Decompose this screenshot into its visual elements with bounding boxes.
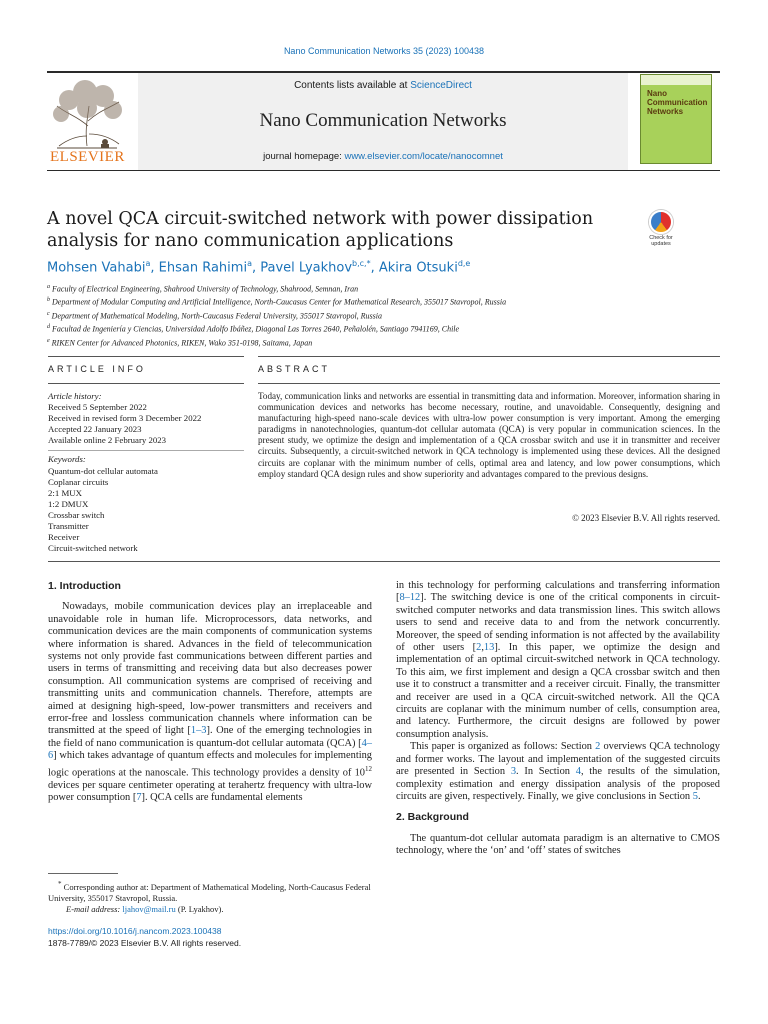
issn-line: 1878-7789/© 2023 Elsevier B.V. All rights reserved. — [48, 938, 242, 948]
journal-cover-image[interactable] — [640, 74, 712, 164]
history-item: Received in revised form 3 December 2022 — [48, 413, 202, 424]
history-item: Received 5 September 2022 — [48, 402, 147, 413]
keywords-label: Keywords: — [48, 454, 86, 465]
header-bottom-rule — [47, 170, 720, 171]
body-right-column — [396, 580, 720, 858]
affiliation-item — [47, 295, 727, 308]
citation-link[interactable]: 13 — [483, 642, 495, 654]
author-sep: , — [251, 260, 261, 276]
affiliations — [47, 282, 727, 349]
footnote-marker: * — [58, 880, 62, 888]
affiliation-text: RIKEN Center for Advanced Photonics, RIKEN, Wako 351-0198, Saitama, Japan — [51, 338, 313, 348]
keyword: Coplanar circuits — [48, 476, 109, 487]
abstract-text: Today, communication links and networks are essential in transmitting data and information. Moreover, information sharing in communication devices and networks has become necessary, routine, and unavoidable. Consequently, designing and manufacturing high-speed nano-scale devices with ultra-low power consumption is very important. Among the emerging paradigms in nanotechnologies, quantum-dot cellular automata (QCA) is very popular in communication sciences. In the present study, we optimize the design and implementation of a QCA crossbar switch and use it in transmitter and receiver circuits. Subsequently, a circuit-switched network in QCA technology is implemented using these devices. All the designed circuits are coplanar with the minimum number of cells, optimal area and latency, and low power consumptions, which employ standard QCA design rules and show superiority and advantages compared to the previous designs. — [258, 391, 720, 479]
keyword: 2:1 MUX — [48, 487, 82, 498]
section-link[interactable]: 4 — [575, 766, 581, 778]
background-paragraph: The quantum-dot cellular automata paradigm is an alternative to CMOS technology, where the ‘on’ and ‘off’ states of switches — [396, 832, 720, 857]
text-run: devices per square centimeter operating at terahertz frequency with ultra-low power consumption [ — [48, 779, 372, 803]
email-link[interactable]: ljahov@mail.ru — [122, 903, 176, 914]
abstract-bottom-rule — [48, 561, 720, 562]
keyword: Crossbar switch — [48, 509, 105, 520]
text-run: . — [697, 790, 701, 802]
section-link[interactable]: 3 — [510, 766, 517, 778]
journal-homepage — [138, 151, 628, 162]
affiliation-key: e — [47, 337, 50, 344]
author-sep: , — [370, 260, 379, 276]
text-run: Nowadays, mobile communication devices play an irreplaceable and unavoidable role in human life. Microprocessors, data networks, and communication devices are the main components of communication systems where information is shared. Advances in the field of telecommunication systems not only provide fast communications between different parties and users in terms of transmitting and receiving data but also decreases power consumption. All communication systems are comprised of receiving and transmitting units and communication channels. Therefore, attempts are aimed at designing high-speed, low-power transmitters and receivers and error-free and lossless communication channels where information can be transmitted at the speed of light [ — [48, 601, 372, 737]
text-run: ]. One of the emerging technologies in the field of nano communication is quantum-dot cellular automata (QCA) [ — [48, 725, 372, 749]
section-heading-background: 2. Background — [396, 811, 469, 824]
cover-title: Nano Communication Networks — [647, 89, 708, 116]
homepage-prefix: journal homepage: — [263, 151, 345, 162]
corresponding-author-footnote — [48, 879, 372, 915]
author-name[interactable]: Ehsan Rahimi — [158, 260, 248, 276]
affiliation-key: b — [47, 297, 50, 304]
journal-citation[interactable]: Nano Communication Networks 35 (2023) 100438 — [283, 46, 485, 56]
history-item: Accepted 22 January 2023 — [48, 424, 142, 435]
homepage-link[interactable]: www.elsevier.com/locate/nanocomnet — [344, 151, 503, 162]
cover-band — [641, 75, 711, 85]
affiliation-key: c — [47, 310, 50, 317]
footnote-rule — [48, 873, 118, 874]
text-run: in this technology for performing calculations and transferring information [ — [396, 580, 720, 604]
keyword: Circuit-switched network — [48, 543, 138, 554]
citation-link[interactable]: 8–12 — [399, 592, 421, 604]
affiliation-item — [47, 322, 727, 335]
check-updates-label: Check for updates — [649, 235, 673, 247]
body-left-column — [48, 580, 372, 804]
author-sep: , — [150, 260, 159, 276]
keyword: Quantum-dot cellular automata — [48, 465, 158, 476]
affiliation-item — [47, 282, 727, 295]
keyword: Transmitter — [48, 521, 89, 532]
affiliation-key: a — [47, 284, 50, 290]
affiliation-text: Facultad de Ingeniería y Ciencias, Universidad Adolfo Ibáñez, Diagonal Las Torres 2640, Peñalolén, Santiago 7941169, Chile — [52, 325, 460, 335]
affiliation-text: Department of Mathematical Modeling, North-Caucasus Federal University, 355017 Stavropol, Russia — [51, 311, 383, 321]
right-paragraph — [396, 741, 720, 803]
author-name[interactable]: Pavel Lyakhov — [260, 260, 353, 276]
text-run: This paper is organized as follows: Section — [410, 741, 596, 753]
affiliation-item — [47, 309, 727, 322]
contents-prefix: Contents lists available at — [294, 80, 411, 91]
abstract-top-rule — [258, 356, 720, 357]
text-run: ]. In this paper, we optimize the design and implementation of an optimal circuit-switched network in QCA technology. To this aim, we first implement and design a QCA crossbar switch and then use it to construct a transmitter and a receiver circuit. Finally, the transmitter and receiver are used in a QCA circuit-switched network. All the QCA circuits are coplanar with the minimum number of cells, consumption area, and latency. Furthermore, the circuit designs are followed by power consumption analysis. — [396, 642, 720, 740]
article-info-top-rule — [48, 356, 244, 357]
exponent: 12 — [365, 764, 372, 773]
contents-line — [138, 80, 628, 91]
text-run: ]. QCA cells are fundamental elements — [141, 791, 303, 803]
right-paragraph: in this technology for performing calculations and transferring information [8–12]. The switching device is one of the critical components in circuit-switched computer networks and data transmission lines. This switch allows users to send and receive data to and from the network concurrently. Moreover, the speed of sending information is not affected by the availability of other users [2,13]. In this paper, we optimize the design and implementation of an optimal circuit-switched network in QCA technology. To this aim, we first implement and design a QCA crossbar switch and then use it to construct a transmitter and a receiver circuit. Finally, the transmitter and receiver are used in a QCA circuit-switched network. All the QCA circuits are coplanar with the minimum number of cells, consumption area, and latency. Furthermore, the circuit designs are followed by power consumption analysis. — [396, 580, 720, 740]
abstract-heading: ABSTRACT — [258, 364, 331, 374]
text-run: overviews QCA technology and former works. The layout and implementation of the suggested circuits are presented in Section — [396, 741, 720, 778]
abstract-copyright: © 2023 Elsevier B.V. All rights reserved. — [572, 513, 720, 523]
email-label: E-mail address: — [66, 903, 121, 914]
article-info-heading-rule — [48, 383, 244, 384]
paper-title: A novel QCA circuit-switched network with power dissipation analysis for nano communication applications — [47, 209, 594, 251]
history-item: Available online 2 February 2023 — [48, 435, 167, 446]
author-affil-sup[interactable]: a — [145, 259, 151, 268]
text-run: ]. The switching device is one of the critical components in circuit-switched computer networks and data transmission lines. This switch allows users to send and receive data to and from the network concurrently. Moreover, the speed of sending information is not affected by the availability of other users [ — [396, 592, 720, 654]
citation-link[interactable]: 2 — [476, 642, 482, 654]
keywords-divider — [48, 450, 244, 451]
citation-link[interactable]: 7 — [136, 791, 142, 803]
history-label: Article history: — [48, 391, 102, 401]
sciencedirect-link[interactable]: ScienceDirect — [410, 80, 472, 91]
keyword: 1:2 DMUX — [48, 498, 89, 509]
author-affil-sup[interactable]: b,c,* — [352, 259, 371, 268]
citation-link[interactable]: 4–6 — [48, 737, 372, 762]
affiliation-key: d — [47, 324, 50, 331]
section-heading-introduction: 1. Introduction — [48, 580, 121, 592]
intro-paragraph — [48, 601, 372, 804]
article-info-heading: ARTICLE INFO — [48, 364, 146, 374]
author-name[interactable]: Mohsen Vahabi — [47, 260, 146, 276]
affiliation-text: Department of Modular Computing and Artificial Intelligence, North-Caucasus Center for Mathematical Research, 355017 Stavropol, Russia — [52, 298, 507, 308]
citation-link[interactable]: 1–3 — [190, 725, 207, 737]
author-list — [47, 259, 727, 275]
check-for-updates-button[interactable] — [642, 210, 680, 248]
author-affil-sup[interactable]: a — [247, 259, 252, 268]
footnote-text: Corresponding author at: Department of Mathematical Modeling, North-Caucasus Federal University, 355017 Stavropol, Russia. — [48, 881, 371, 903]
journal-title[interactable]: Nano Communication Networks — [259, 110, 507, 131]
section-link[interactable]: 2 — [595, 741, 601, 753]
affiliation-item — [47, 336, 727, 349]
check-updates-icon — [649, 210, 673, 234]
email-suffix: (P. Lyakhov). — [177, 903, 224, 914]
abstract-heading-rule — [258, 383, 720, 384]
author-affil-sup[interactable]: d,e — [457, 259, 471, 268]
article-info — [48, 391, 244, 554]
affiliation-text: Faculty of Electrical Engineering, Shahrood University of Technology, Shahrood, Semnan, Iran — [52, 284, 359, 294]
section-link[interactable]: 5 — [692, 790, 698, 802]
text-run: . In Section — [516, 766, 576, 778]
author-name[interactable]: Akira Otsuki — [378, 260, 458, 276]
elsevier-wordmark: ELSEVIER — [50, 149, 125, 165]
doi-link[interactable]: https://doi.org/10.1016/j.nancom.2023.100438 — [48, 926, 222, 936]
text-run: , the results of the simulation, complexity estimation and energy dissipation analysis of the proposed circuits are given, respectively. Finally, we give conclusions in Section — [396, 766, 720, 802]
keyword: Receiver — [48, 532, 80, 543]
text-run: ] which takes advantage of quantum effects and molecules for implementing logic operations at the nanoscale. This technology provides a density of 10 — [48, 750, 372, 779]
